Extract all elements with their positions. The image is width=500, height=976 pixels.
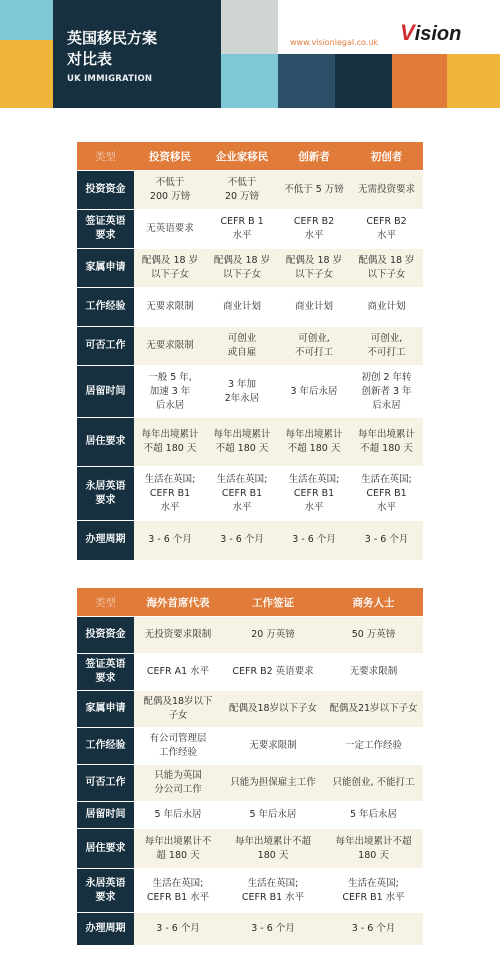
table-cell xyxy=(222,869,324,913)
table-cell xyxy=(278,210,350,249)
cell-text: 一定工作经验 xyxy=(344,740,402,751)
row-label xyxy=(77,654,134,691)
header-tile xyxy=(221,54,278,108)
row-label-text: 居住要求 xyxy=(85,842,126,854)
cell-text: 每年出境累计 不超 180 天 xyxy=(285,429,343,454)
table-cell xyxy=(222,654,324,691)
table-cell xyxy=(324,617,423,654)
row-label-text: 居住要求 xyxy=(85,436,126,447)
cell-text: 可创业 或自雇 xyxy=(227,333,257,358)
cell-text: 配偶及 18 岁 以下子女 xyxy=(141,255,199,280)
cell-text: 不低于 20 万镑 xyxy=(224,177,260,202)
table-row xyxy=(77,869,423,913)
row-label xyxy=(77,521,134,560)
website-link[interactable]: www.visionlegal.co.uk xyxy=(290,38,379,47)
table-cell xyxy=(350,171,423,210)
table-cell xyxy=(134,467,206,521)
logo-rest: ision xyxy=(414,23,462,45)
table-cell xyxy=(134,210,206,249)
row-label-text: 工作经验 xyxy=(85,301,126,312)
cell-text: 每年出境累计不超 180 天 xyxy=(234,835,311,861)
header-cell: 创新者 xyxy=(278,142,350,171)
table-cell xyxy=(222,617,324,654)
cell-text: 商业计划 xyxy=(222,301,261,312)
table-row xyxy=(77,654,423,691)
table-cell xyxy=(222,765,324,802)
table-cell xyxy=(278,171,350,210)
table-cell xyxy=(278,467,350,521)
row-label-text: 投资资金 xyxy=(85,629,126,640)
cell-text: 不低于 200 万镑 xyxy=(149,177,191,202)
table-cell xyxy=(350,418,423,467)
cell-text: 配偶及 18 岁 以下子女 xyxy=(358,255,415,280)
cell-text: 每年出境累计不 超 180 天 xyxy=(144,835,212,861)
row-label-text: 工作经验 xyxy=(85,740,126,751)
row-label xyxy=(77,171,134,210)
cell-text: 3 - 6 个月 xyxy=(220,534,264,546)
row-label xyxy=(77,617,134,654)
table-row xyxy=(77,467,423,521)
table-cell xyxy=(134,869,222,913)
cell-text: CEFR A1 水平 xyxy=(146,666,210,677)
table-cell xyxy=(324,913,423,945)
table-cell xyxy=(222,913,324,945)
cell-text: 5 年后永居 xyxy=(154,809,202,820)
header-tile xyxy=(278,54,335,108)
header-cell: 商务人士 xyxy=(324,588,423,617)
table-row xyxy=(77,210,423,249)
row-label-text: 办理周期 xyxy=(85,922,126,934)
table-cell xyxy=(324,691,423,728)
row-label-text: 永居英语 要求 xyxy=(85,877,126,903)
header-cell: 工作签证 xyxy=(222,588,324,617)
table-cell xyxy=(350,327,423,366)
page-title xyxy=(67,28,157,70)
table-row xyxy=(77,521,423,560)
row-label-text: 居留时间 xyxy=(85,385,126,397)
row-label-text: 投资资金 xyxy=(85,184,126,195)
cell-text: 有公司管理层 工作经验 xyxy=(149,733,207,758)
table-row xyxy=(77,802,423,829)
row-label xyxy=(77,728,134,765)
table-cell xyxy=(134,418,206,467)
header-cell: 类型 xyxy=(77,142,134,171)
row-label-text: 可否工作 xyxy=(85,340,126,351)
row-label xyxy=(77,691,134,728)
cell-text: CEFR B2 水平 xyxy=(293,216,335,241)
table-cell xyxy=(206,467,278,521)
cell-text: 3 年加 2年永居 xyxy=(224,378,260,404)
table-cell xyxy=(134,728,222,765)
table-row xyxy=(77,617,423,654)
table-row xyxy=(77,728,423,765)
table-cell xyxy=(350,249,423,288)
table-cell xyxy=(324,829,423,869)
table-cell xyxy=(324,802,423,829)
table-row xyxy=(77,288,423,327)
table-row xyxy=(77,171,423,210)
cell-text: 一般 5 年, 加速 3 年 后永居 xyxy=(148,371,192,411)
cell-text: 每年出境累计 不超 180 天 xyxy=(213,429,271,454)
cell-text: 无要求限制 xyxy=(349,666,398,677)
logo-v: V xyxy=(400,20,415,45)
table-row xyxy=(77,913,423,945)
row-label xyxy=(77,327,134,366)
table-cell xyxy=(324,728,423,765)
table-cell xyxy=(350,366,423,418)
table-header-row xyxy=(77,588,423,617)
cell-text: 3 - 6 个月 xyxy=(292,534,336,546)
table-cell xyxy=(134,829,222,869)
table-cell xyxy=(134,249,206,288)
table-cell xyxy=(134,913,222,945)
table-cell xyxy=(206,366,278,418)
table-header-row xyxy=(77,142,423,171)
cell-text: 5 年后永居 xyxy=(249,809,297,820)
table-cell xyxy=(222,728,324,765)
cell-text: 配偶及18岁以下 子女 xyxy=(143,696,213,721)
header-cell: 初创者 xyxy=(350,142,423,171)
header-cell: 企业家移民 xyxy=(206,142,278,171)
table-cell xyxy=(324,654,423,691)
table-cell xyxy=(206,288,278,327)
cell-text: 生活在英国; CEFR B1 水平 xyxy=(361,473,412,513)
table-cell xyxy=(134,765,222,802)
header-cell: 投资移民 xyxy=(134,142,206,171)
cell-text: 20 万英镑 xyxy=(251,629,295,640)
cell-text: 生活在英国; CEFR B1 水平 xyxy=(144,473,196,513)
table-cell xyxy=(134,171,206,210)
table-cell xyxy=(222,829,324,869)
cell-text: 3 年后永居 xyxy=(290,385,338,397)
row-label-text: 签证英语 要求 xyxy=(85,659,126,684)
header-tile xyxy=(392,54,447,108)
table-cell xyxy=(350,521,423,560)
cell-text: 生活在英国; CEFR B1 水平 xyxy=(216,473,268,513)
table-cell xyxy=(134,691,222,728)
table-cell xyxy=(134,617,222,654)
row-label xyxy=(77,249,134,288)
cell-text: 每年出境累计 不超 180 天 xyxy=(357,429,415,454)
row-label-text: 永居英语 要求 xyxy=(85,480,126,506)
cell-text: 可创业, 不可打工 xyxy=(294,333,333,358)
cell-text: 只能为担保雇主工作 xyxy=(230,777,316,788)
page-subtitle: UK IMMIGRATION xyxy=(67,74,153,84)
table-cell xyxy=(134,654,222,691)
header-cell: 海外首席代表 xyxy=(134,588,222,617)
row-label xyxy=(77,467,134,521)
title-box xyxy=(53,0,221,108)
table-cell xyxy=(278,327,350,366)
table-cell xyxy=(278,366,350,418)
table-cell xyxy=(350,288,423,327)
cell-text: 无需投资要求 xyxy=(357,184,415,195)
row-label-text: 可否工作 xyxy=(85,777,126,788)
cell-text: 3 - 6 个月 xyxy=(148,534,192,546)
row-label xyxy=(77,366,134,418)
cell-text: 每年出境累计不超 180 天 xyxy=(335,835,412,861)
table-cell xyxy=(206,521,278,560)
cell-text: 生活在英国; CEFR B1 水平 xyxy=(342,877,405,903)
row-label-text: 家属申请 xyxy=(85,262,126,273)
table-cell xyxy=(206,418,278,467)
table-cell xyxy=(134,521,206,560)
row-label xyxy=(77,210,134,249)
cell-text: 配偶及18岁以下子女 xyxy=(228,703,318,714)
header-tile xyxy=(335,54,392,108)
table-cell xyxy=(206,249,278,288)
cell-text: 3 - 6 个月 xyxy=(156,922,200,934)
row-label-text: 办理周期 xyxy=(85,534,126,546)
table-cell xyxy=(134,288,206,327)
table-cell xyxy=(206,210,278,249)
title-line-1: 英国移民方案 xyxy=(67,29,158,47)
cell-text: 无要求限制 xyxy=(146,340,194,351)
row-label-text: 签证英语 要求 xyxy=(85,216,126,241)
cell-text: 不低于 5 万镑 xyxy=(284,184,344,195)
table-row xyxy=(77,366,423,418)
cell-text: 配偶及 18 岁 以下子女 xyxy=(213,255,271,280)
cell-text: 3 - 6 个月 xyxy=(251,922,295,934)
cell-text: 只能创业, 不能打工 xyxy=(332,777,415,788)
table-cell xyxy=(222,802,324,829)
header-tile xyxy=(447,54,500,108)
row-label xyxy=(77,802,134,829)
cell-text: 无英语要求 xyxy=(146,223,194,234)
row-label-text: 家属申请 xyxy=(85,703,126,714)
table-row xyxy=(77,765,423,802)
cell-text: 无投资要求限制 xyxy=(144,629,212,640)
table-cell xyxy=(278,288,350,327)
table-cell xyxy=(134,802,222,829)
table-cell xyxy=(324,869,423,913)
title-line-2: 对比表 xyxy=(67,50,113,68)
cell-text: 无要求限制 xyxy=(249,740,297,751)
row-label xyxy=(77,869,134,913)
table-cell xyxy=(134,327,206,366)
cell-text: 生活在英国; CEFR B1 水平 xyxy=(146,877,210,903)
table-cell xyxy=(350,467,423,521)
cell-text: 3 - 6 个月 xyxy=(351,922,396,934)
cell-text: 商业计划 xyxy=(367,301,406,312)
cell-text: 可创业, 不可打工 xyxy=(367,333,406,358)
comparison-table-2 xyxy=(77,588,423,945)
header-tile xyxy=(221,0,278,54)
header-tile xyxy=(0,0,53,40)
cell-text: 无要求限制 xyxy=(146,301,194,312)
cell-text: 商业计划 xyxy=(294,301,333,312)
table-cell xyxy=(350,210,423,249)
table-row xyxy=(77,691,423,728)
cell-text: 生活在英国; CEFR B1 水平 xyxy=(288,473,340,513)
row-label-text: 居留时间 xyxy=(85,809,126,820)
table-cell xyxy=(134,366,206,418)
row-label xyxy=(77,765,134,802)
row-label xyxy=(77,418,134,467)
header-cell: 类型 xyxy=(77,588,134,617)
table-row xyxy=(77,418,423,467)
table-cell xyxy=(278,418,350,467)
table-cell xyxy=(324,765,423,802)
cell-text: CEFR B2 水平 xyxy=(366,216,407,241)
cell-text: CEFR B2 英语要求 xyxy=(232,666,314,677)
table-cell xyxy=(278,521,350,560)
cell-text: 生活在英国; CEFR B1 水平 xyxy=(241,877,305,903)
cell-text: 50 万英镑 xyxy=(351,629,396,640)
comparison-table-1 xyxy=(77,142,423,560)
row-label xyxy=(77,829,134,869)
cell-text: 配偶及 18 岁 以下子女 xyxy=(285,255,343,280)
row-label xyxy=(77,913,134,945)
table-row xyxy=(77,829,423,869)
cell-text: 每年出境累计 不超 180 天 xyxy=(141,429,199,454)
table-cell xyxy=(206,171,278,210)
table-cell xyxy=(222,691,324,728)
cell-text: 3 - 6 个月 xyxy=(364,534,409,546)
table-row xyxy=(77,249,423,288)
cell-text: 只能为英国 分公司工作 xyxy=(154,770,202,795)
cell-text: 初创 2 年转 创新者 3 年 后永居 xyxy=(361,371,412,411)
cell-text: 5 年后永居 xyxy=(349,809,398,820)
table-cell xyxy=(206,327,278,366)
table-row xyxy=(77,327,423,366)
row-label xyxy=(77,288,134,327)
vision-logo xyxy=(400,20,461,46)
cell-text: 配偶及21岁以下子女 xyxy=(329,703,418,714)
table-cell xyxy=(278,249,350,288)
cell-text: CEFR B 1 水平 xyxy=(220,216,264,241)
